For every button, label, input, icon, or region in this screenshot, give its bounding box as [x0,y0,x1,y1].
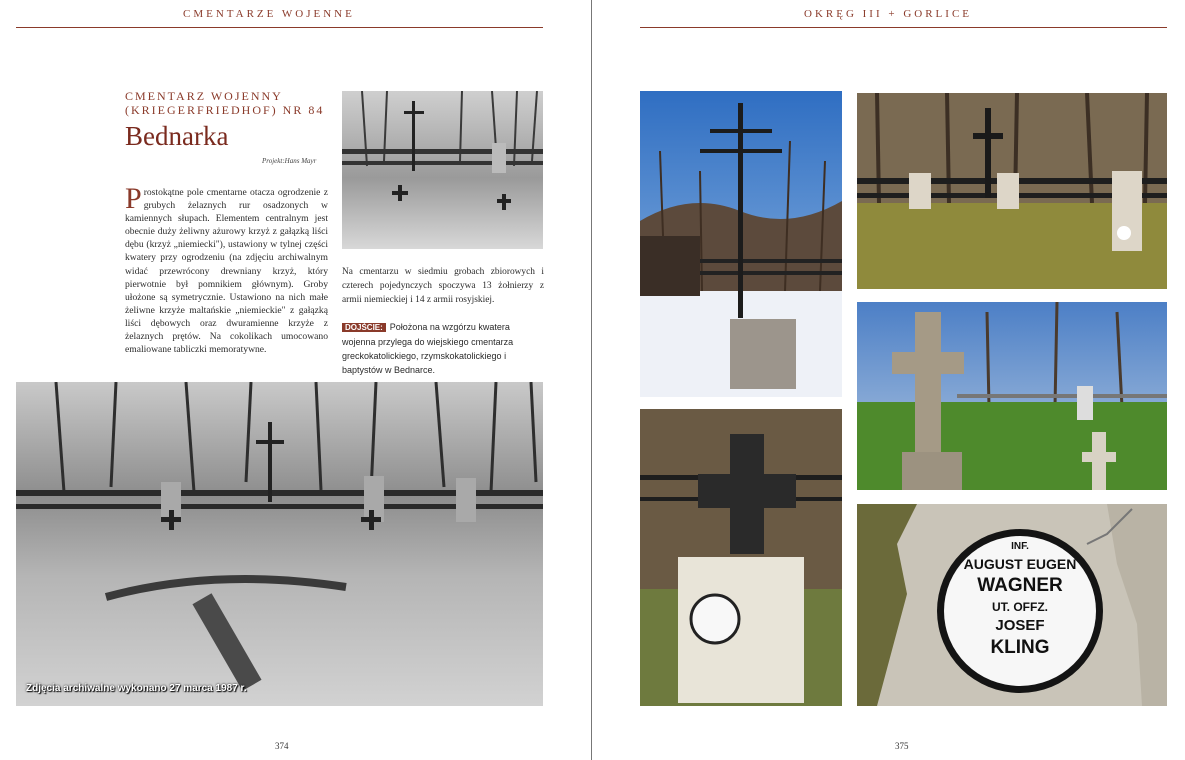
photo-stone-cross [857,302,1167,490]
body-text: rostokątne pole cmentarne otacza ogrodzenie z grubych żelaznych rur osadzonych w kamiennych słupach. Elementem centralnym jest obecnie duży żeliwny ażurowy krzyż z gałązką liści dębu (krzyż „niemiecki"), ustawiony w tylnej części kwatery przy ogrodzeniu (na zdjęciu archiwalnym widać przewrócony drewniany krzyż, który pierwotnie był pomnikiem głównym). Groby ułożone są symetrycznie. Ustawiono na nich małe żeliwne krzyże maltańskie „niemieckie" z gałązką liści dębowych oraz dwuramienne krzyże z żelaznych prętów. Na cokolikach umocowano emaliowane tabliczki memoratywne. [125,187,328,356]
plaque-line-4: UT. OFFZ. [992,600,1048,614]
access-info [342,320,544,377]
right-running-title: OKRĘG III + GORLICE [804,8,972,20]
cemetery-kicker [125,89,325,117]
book-spine [591,0,592,760]
photo-iron-cross-plinth [640,409,842,706]
right-page-number: 375 [895,741,909,751]
left-running-title: CMENTARZE WOJENNE [183,8,355,20]
archival-photo-large [16,382,543,706]
article-title: Bednarka [125,121,229,151]
left-page-number: 374 [275,741,289,751]
project-credit: Projekt:Hans Mayr [262,157,317,165]
photo-plaque-closeup [857,504,1167,706]
drop-cap: P [125,182,142,215]
article-body [125,182,328,356]
memorial-plaque [944,540,1096,660]
plaque-line-6: KLING [990,637,1050,658]
photo-snow-cross [640,91,842,397]
kicker-line-1: CMENTARZ WOJENNY [125,89,283,103]
plaque-line-5: JOSEF [995,617,1045,634]
archival-photo-caption: Zdjęcia archiwalne wykonano 27 marca 1987 r. [26,683,247,694]
burial-info: Na cmentarzu w siedmiu grobach zbiorowych i czterech pojedynczych spoczywa 13 żołnierzy z armii niemieckiej i 14 z armii rosyjskiej. [342,267,544,305]
photo-cemetery-fence [857,93,1167,289]
left-header-rule [16,27,543,28]
plaque-line-2: AUGUST EUGEN [963,556,1077,572]
archival-photo-small [342,91,543,249]
right-header-rule [640,27,1167,28]
access-badge: DOJŚCIE: [342,323,386,332]
plaque-line-3: WAGNER [977,575,1063,596]
plaque-line-1: INF. [1011,541,1029,552]
access-text: Położona na wzgórzu kwatera wojenna przylega do wiejskiego cmentarza greckokatolickiego, rzymskokatolickiego i baptystów w Bednarce. [342,322,514,375]
kicker-line-2: (KRIEGERFRIEDHOF) NR 84 [125,103,325,117]
